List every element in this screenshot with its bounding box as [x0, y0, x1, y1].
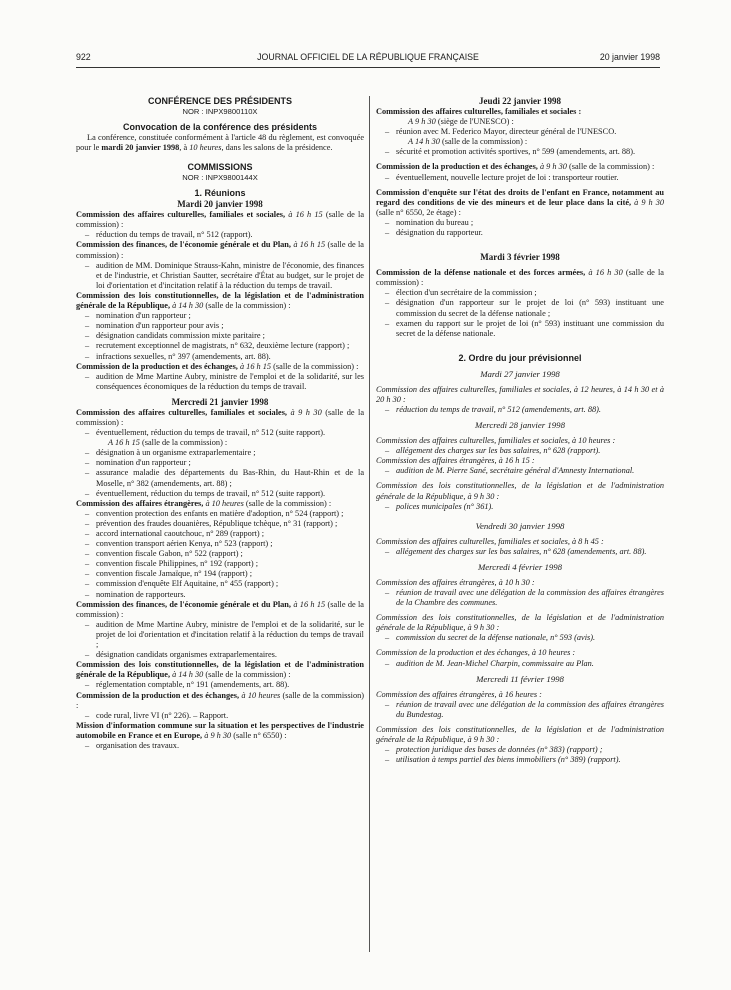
- agenda-list: [376, 745, 664, 765]
- agenda-item: – allégement des charges sur les bas salaires, n° 628 (amendements, art. 88).: [376, 547, 664, 557]
- agenda-item: – commission d'enquête Elf Aquitaine, n° 455 (rapport) ;: [76, 579, 364, 589]
- time-subheading: A 14 h 30 (salle de la commission) :: [408, 137, 528, 147]
- agenda-item: – audition de M. Jean-Michel Charpin, commissaire au Plan.: [376, 659, 664, 669]
- commission-entry: Commission des affaires étrangères, à 16 h 15 :: [376, 456, 535, 466]
- day-heading: Mercredi 4 février 1998: [477, 561, 563, 572]
- day-heading: Mardi 27 janvier 1998: [480, 368, 560, 379]
- commission-entry: Commission des lois constitutionnelles, de la législation et de l'administration générale de la République, à 9 h 30 :: [376, 724, 664, 745]
- agenda-item: – nomination d'un rapporteur ;: [76, 458, 364, 468]
- journal-title: JOURNAL OFFICIEL DE LA RÉPUBLIQUE FRANÇAISE: [257, 52, 479, 62]
- agenda-item: – convention fiscale Jamaïque, n° 194 (rapport) ;: [76, 569, 364, 579]
- agenda-list: [376, 218, 664, 238]
- agenda-item: – assurance maladie des départements du Bas-Rhin, du Haut-Rhin et de la Moselle, n° 382 (amendements, art. 88) ;: [76, 468, 364, 488]
- agenda-item: – éventuellement, nouvelle lecture projet de loi : transporteur routier.: [376, 173, 664, 183]
- agenda-item: – audition de Mme Martine Aubry, ministre de l'emploi et de la solidarité, sur les conséquences économiques de la réduction du temps de travail.: [76, 372, 364, 392]
- agenda-list: [376, 127, 664, 137]
- day-heading: Mardi 3 février 1998: [480, 252, 560, 263]
- agenda-item: – nomination du bureau ;: [376, 218, 664, 228]
- agenda-item: – nomination d'un rapporteur ;: [76, 311, 364, 321]
- commission-entry: Commission des finances, de l'économie générale et du Plan, à 16 h 15 (salle de la commission) :: [76, 599, 364, 619]
- commissions-nor: NOR : INPX9800144X: [182, 173, 258, 183]
- conference-title: CONFÉRENCE DES PRÉSIDENTS: [147, 96, 293, 106]
- agenda-item: – réunion avec M. Federico Mayor, directeur général de l'UNESCO.: [376, 127, 664, 137]
- agenda-item: – recrutement exceptionnel de magistrats, n° 632, deuxième lecture (rapport) ;: [76, 341, 364, 351]
- commission-entry: Commission des affaires étrangères, à 10 h 30 :: [376, 577, 535, 587]
- ordre-du-jour-title: 2. Ordre du jour prévisionnel: [458, 352, 582, 363]
- agenda-list: [376, 466, 664, 476]
- commission-entry: Commission de la production et des échanges, à 16 h 15 (salle de la commission) :: [76, 361, 359, 371]
- agenda-list: [376, 446, 664, 456]
- agenda-item: – sécurité et promotion activités sportives, n° 599 (amendements, art. 88).: [376, 147, 664, 157]
- agenda-item: – organisation des travaux.: [76, 741, 364, 751]
- agenda-item: – prévention des fraudes douanières, République tchèque, n° 31 (rapport) ;: [76, 519, 364, 529]
- agenda-item: – audition de M. Pierre Sané, secrétaire général d'Amnesty International.: [376, 466, 664, 476]
- agenda-item: – protection juridique des bases de données (n° 383) (rapport) ;: [376, 745, 664, 755]
- commission-entry: Commission des lois constitutionnelles, de la législation et de l'administration générale de la République, à 9 h 30 :: [376, 613, 664, 633]
- agenda-item: – allégement des charges sur les bas salaires, n° 628 (rapport).: [376, 446, 664, 456]
- agenda-list: [76, 372, 364, 392]
- agenda-item: – désignation candidats commission mixte paritaire ;: [76, 331, 364, 341]
- right-column: [376, 96, 664, 765]
- agenda-list: [376, 147, 664, 157]
- agenda-list: [76, 428, 364, 438]
- agenda-list: [376, 502, 664, 512]
- agenda-item: – convention protection des enfants en matière d'adoption, n° 524 (rapport) ;: [76, 509, 364, 519]
- day-heading: Jeudi 22 janvier 1998: [478, 96, 562, 106]
- commission-entry: Commission de la production et des échanges, à 10 heures (salle de la commission) :: [76, 690, 365, 710]
- commission-entry: Commission de la production et des échanges, à 10 heures :: [376, 648, 576, 658]
- agenda-list: [376, 700, 664, 720]
- agenda-item: – nomination d'un rapporteur pour avis ;: [76, 321, 364, 331]
- agenda-item: – réduction du temps de travail, n° 512 (amendements, art. 88).: [376, 405, 664, 415]
- commission-entry: Commission des affaires culturelles, familiales et sociales, à 12 heures, à 14 h 30 et à 20 h 30 :: [376, 384, 664, 404]
- agenda-item: – infractions sexuelles, n° 397 (amendements, art. 88).: [76, 352, 364, 362]
- issue-date: 20 janvier 1998: [599, 52, 660, 62]
- agenda-list: [76, 711, 364, 721]
- agenda-item: – audition de Mme Martine Aubry, ministre de l'emploi et de la solidarité, sur le projet de loi d'orientation et d'incitation relatif à la réduction du temps de travail ;: [76, 620, 364, 650]
- agenda-item: – convention transport aérien Kenya, n° 523 (rapport) ;: [76, 539, 364, 549]
- commission-entry: Commission des affaires étrangères, à 16 heures :: [376, 689, 542, 699]
- agenda-item: – utilisation à temps partiel des biens immobiliers (n° 389) (rapport).: [376, 755, 664, 765]
- agenda-list: [376, 588, 664, 608]
- agenda-list: [76, 741, 364, 751]
- agenda-list: [76, 311, 364, 361]
- agenda-item: – éventuellement, réduction du temps de travail, n° 512 (suite rapport).: [76, 489, 364, 499]
- agenda-item: – réglementation comptable, n° 191 (amendements, art. 88).: [76, 680, 364, 690]
- agenda-item: – désignation à un organisme extraparlementaire ;: [76, 448, 364, 458]
- commission-entry: Commission des lois constitutionnelles, de la législation et de l'administration générale de la République, à 14 h 30 (salle de la commission) :: [76, 290, 364, 311]
- reunions-title: 1. Réunions: [194, 188, 246, 199]
- agenda-list: [76, 448, 364, 498]
- time-subheading: A 16 h 15 (salle de la commission) :: [108, 438, 228, 448]
- agenda-list: [76, 620, 364, 660]
- agenda-item: – accord international caoutchouc, n° 289 (rapport) ;: [76, 529, 364, 539]
- agenda-list: [376, 659, 664, 669]
- agenda-list: [76, 680, 364, 690]
- agenda-list: [76, 230, 364, 240]
- agenda-item: – désignation candidats organismes extraparlementaires.: [76, 650, 364, 660]
- page-header: [76, 52, 660, 64]
- commission-entry: Commission des affaires culturelles, familiales et sociales :: [376, 107, 582, 116]
- agenda-item: – examen du rapport sur le projet de loi (n° 593) instituant une commission du secret de la défense nationale.: [376, 319, 664, 339]
- commission-entry: Commission des lois constitutionnelles, de la législation et de l'administration générale de la République, à 14 h 30 (salle de la commission) :: [76, 660, 364, 680]
- convocation-text: La conférence, constituée conformément à l'article 48 du règlement, est convoquée pour le mardi 20 janvier 1998, à 10 heures, dans les salons de la présidence.: [76, 133, 364, 153]
- agenda-item: – convention fiscale Philippines, n° 192 (rapport) ;: [76, 559, 364, 569]
- agenda-item: – élection d'un secrétaire de la commission ;: [376, 288, 664, 298]
- commission-entry: Commission des affaires étrangères, à 10 heures (salle de la commission) :: [76, 498, 332, 508]
- day-heading: Mardi 20 janvier 1998: [177, 199, 263, 210]
- agenda-item: – désignation d'un rapporteur sur le projet de loi (n° 593) instituant une commission du secret de la défense nationale ;: [376, 298, 664, 318]
- agenda-item: – réunion de travail avec une délégation de la commission des affaires étrangères du Bundestag.: [376, 700, 664, 720]
- commission-entry: Commission des lois constitutionnelles, de la législation et de l'administration générale de la République, à 9 h 30 :: [376, 481, 664, 501]
- agenda-list: [376, 405, 664, 415]
- agenda-list: [376, 547, 664, 557]
- agenda-item: – polices municipales (n° 361).: [376, 502, 664, 512]
- convocation-title: Convocation de la conférence des présidents: [122, 122, 318, 132]
- commission-entry: Commission des affaires culturelles, familiales et sociales, à 16 h 15 (salle de la commission) :: [76, 210, 364, 230]
- agenda-list: [376, 288, 664, 338]
- agenda-item: – désignation du rapporteur.: [376, 228, 664, 238]
- page-number: 922: [76, 52, 91, 62]
- column-separator: [369, 96, 370, 952]
- day-heading: Mercredi 11 février 1998: [476, 673, 564, 684]
- agenda-list: [76, 261, 364, 291]
- day-heading: Mercredi 21 janvier 1998: [171, 396, 269, 407]
- left-column: [76, 96, 364, 751]
- commission-entry: Commission des affaires culturelles, familiales et sociales, à 10 heures :: [376, 436, 616, 446]
- commission-entry: Commission des affaires culturelles, familiales et sociales, à 9 h 30 (salle de la commission) :: [76, 407, 365, 427]
- commission-entry: Commission d'enquête sur l'état des droits de l'enfant en France, notamment au regard des conditions de vie des mineurs et de leur place dans la cité, à 9 h 30 (salle n° 6550, 2e étage) :: [376, 187, 665, 217]
- commissions-title: COMMISSIONS: [187, 162, 253, 173]
- agenda-item: – réunion de travail avec une délégation de la commission des affaires étrangères de la Chambre des communes.: [376, 588, 664, 608]
- commission-entry: Commission de la défense nationale et des forces armées, à 16 h 30 (salle de la commission) :: [376, 268, 664, 288]
- header-rule: [76, 67, 660, 68]
- agenda-list: [76, 509, 364, 600]
- agenda-item: – code rural, livre VI (n° 226). – Rapport.: [76, 711, 364, 721]
- agenda-list: [376, 173, 664, 183]
- commission-entry: Mission d'information commune sur la situation et les perspectives de l'industrie automobile en France et en Europe, à 9 h 30 (salle n° 6550) :: [76, 720, 364, 740]
- agenda-item: – convention fiscale Gabon, n° 522 (rapport) ;: [76, 549, 364, 559]
- commission-entry: Commission des finances, de l'économie générale et du Plan, à 16 h 15 (salle de la commission) :: [76, 240, 364, 260]
- day-heading: Vendredi 30 janvier 1998: [475, 520, 565, 531]
- agenda-item: – éventuellement, réduction du temps de travail, n° 512 (suite rapport).: [76, 428, 364, 438]
- commission-entry: Commission de la production et des échanges, à 9 h 30 (salle de la commission) :: [376, 162, 655, 172]
- day-heading: Mercredi 28 janvier 1998: [475, 420, 565, 431]
- conference-nor: NOR : INPX9800110X: [182, 107, 258, 116]
- agenda-item: – commission du secret de la défense nationale, n° 593 (avis).: [376, 633, 664, 643]
- agenda-item: – réduction du temps de travail, n° 512 (rapport).: [76, 230, 364, 240]
- agenda-item: – nomination de rapporteurs.: [76, 590, 364, 600]
- agenda-item: – audition de MM. Dominique Strauss-Kahn, ministre de l'économie, des finances et de l'industrie, et Christian Sautter, secrétaire d'État au budget, sur le projet de loi d'orientation et d'incitation relatif à la réduction du temps de travail.: [76, 261, 364, 291]
- time-subheading: A 9 h 30 (siège de l'UNESCO) :: [408, 117, 514, 127]
- agenda-list: [376, 633, 664, 643]
- commission-entry: Commission des affaires culturelles, familiales et sociales, à 8 h 45 :: [376, 536, 604, 546]
